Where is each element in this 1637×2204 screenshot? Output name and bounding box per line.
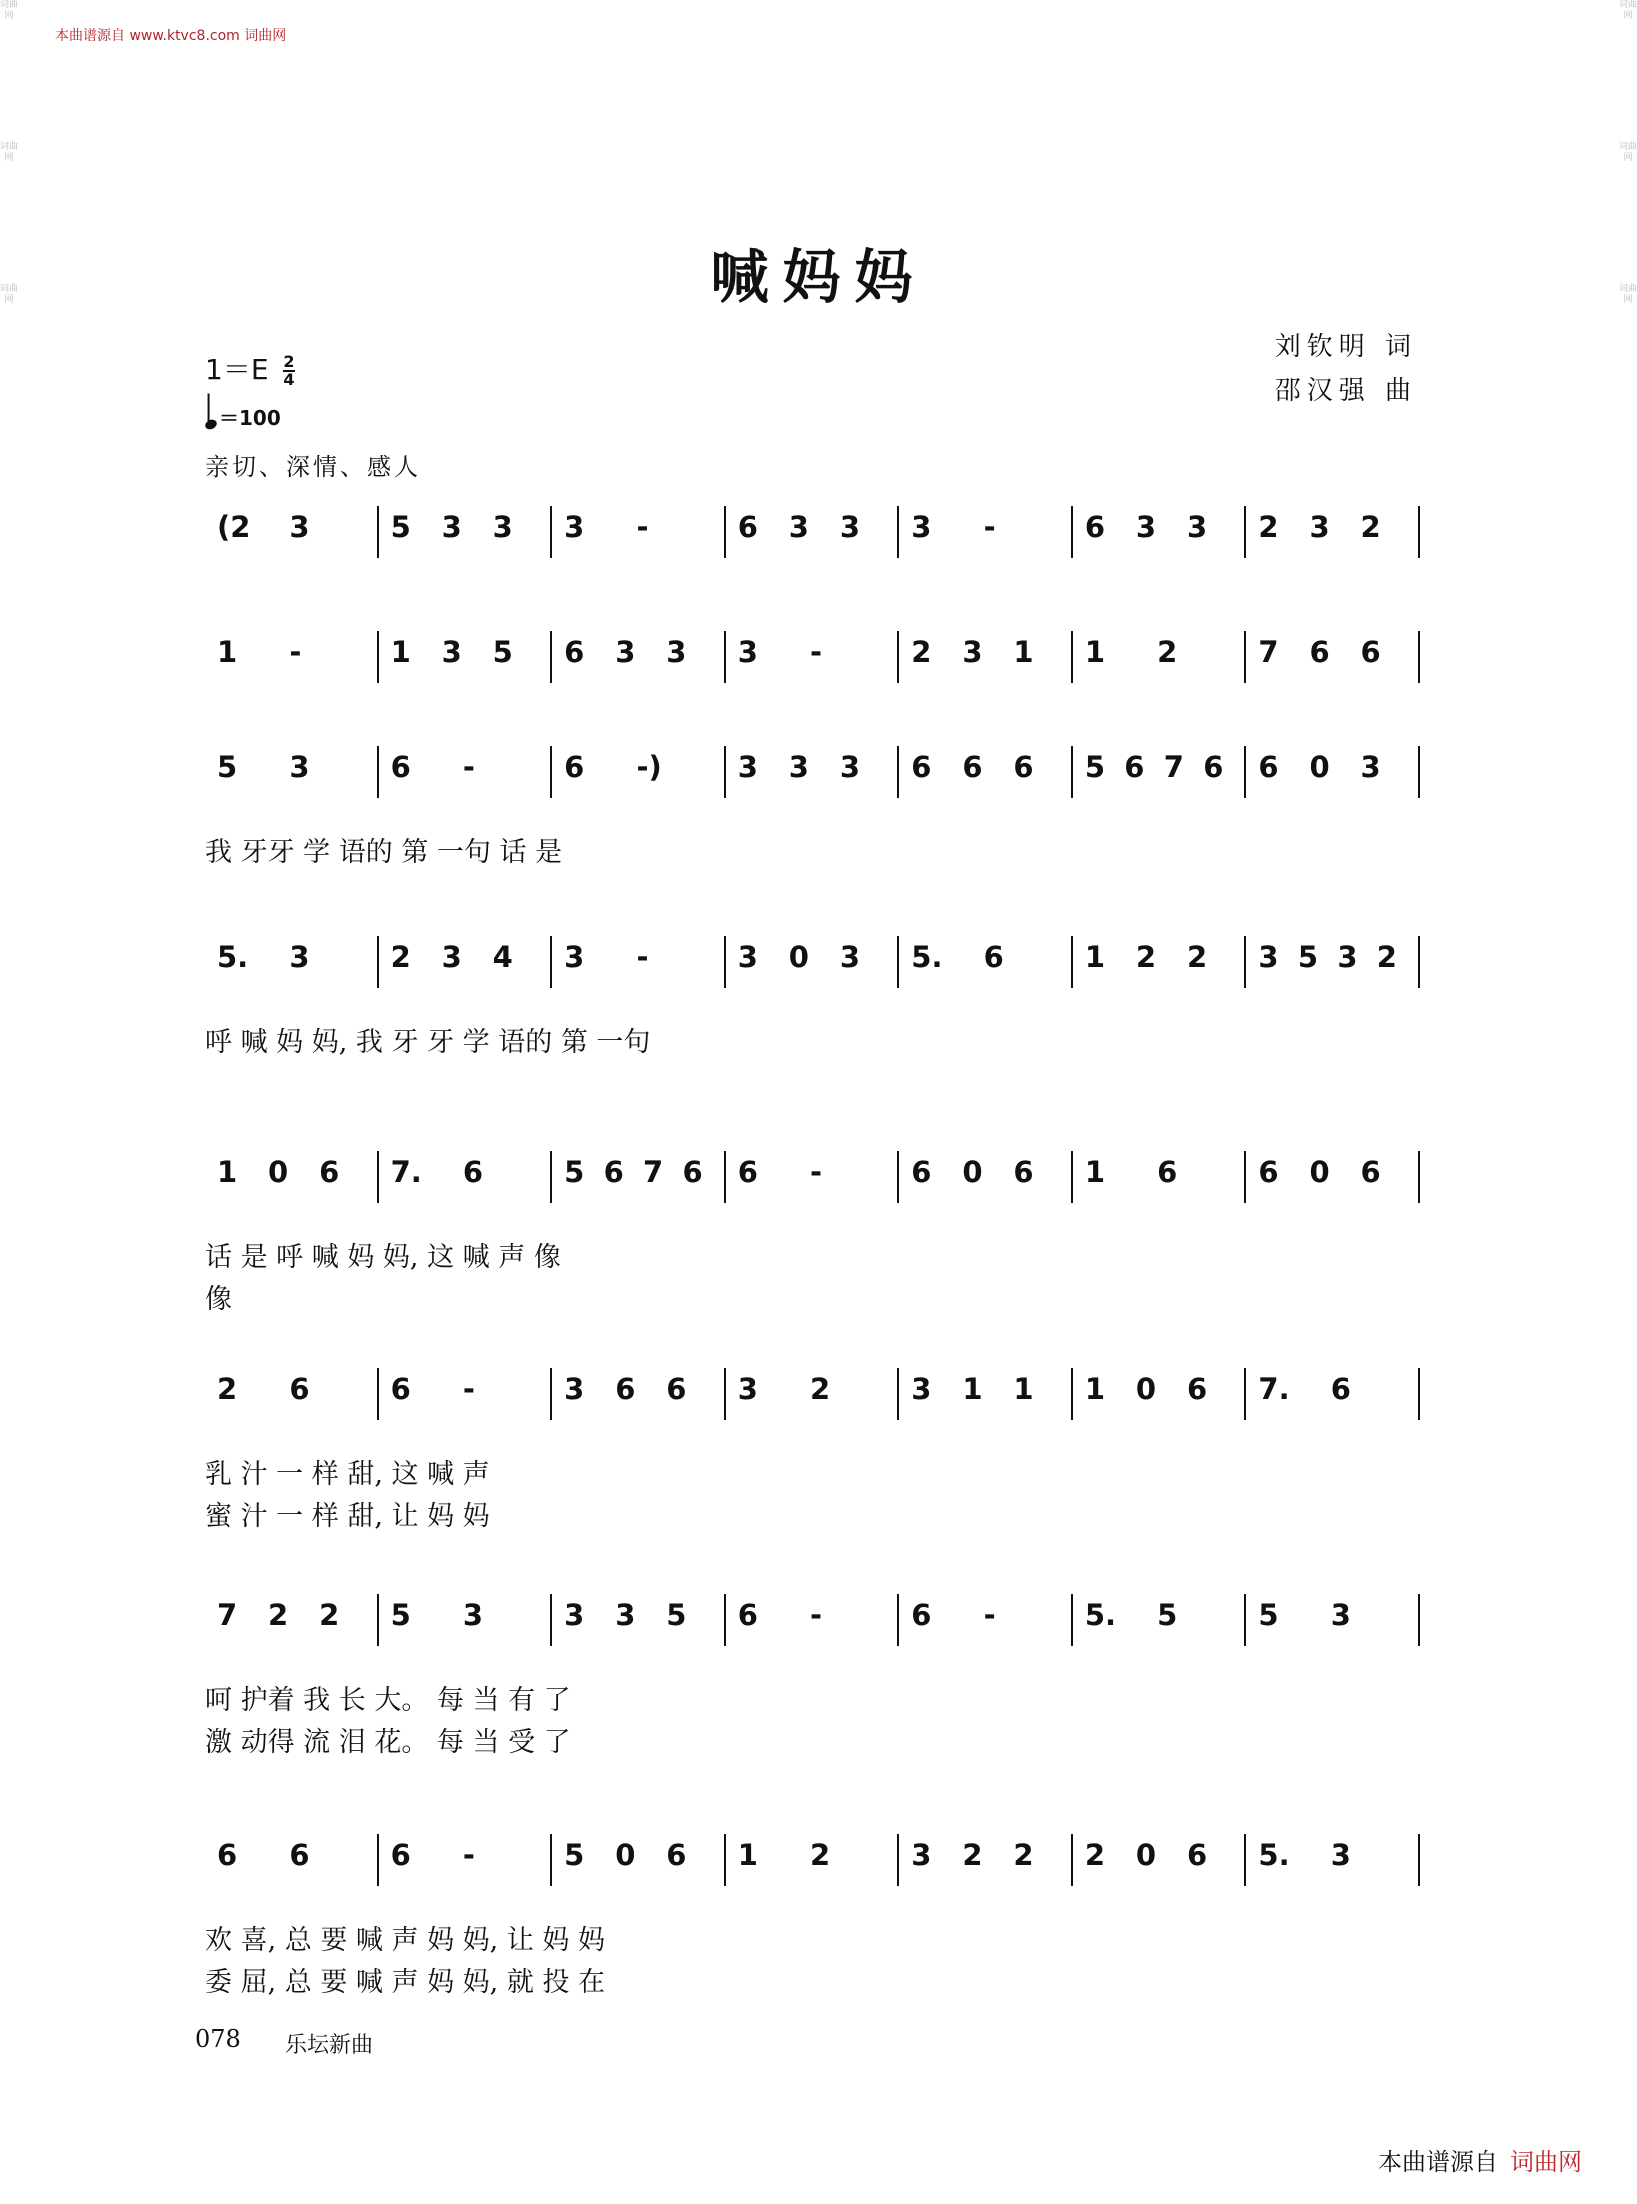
note: 2	[962, 1838, 983, 1872]
note: 3	[1330, 1598, 1351, 1632]
note: 0	[1135, 1372, 1157, 1406]
note: 6	[911, 750, 932, 784]
note: 7	[643, 1155, 664, 1189]
barline	[377, 936, 379, 988]
note: 6	[1309, 635, 1330, 669]
note: 3	[911, 510, 932, 544]
note: 1	[1084, 1155, 1106, 1189]
barline	[377, 1151, 379, 1203]
key-signature: 1＝E $\frac{2}{4}$	[205, 352, 295, 389]
barline	[1418, 1151, 1420, 1203]
note: 6	[911, 1155, 932, 1189]
song-title: 喊妈妈	[710, 243, 927, 311]
barline	[724, 936, 726, 988]
note: 2	[217, 1372, 238, 1406]
note: 4	[492, 940, 513, 974]
note: 3	[962, 635, 983, 669]
note: 6	[1186, 1372, 1208, 1406]
lyrics-line: 激 动得 流 泪 花。 每 当 受 了	[205, 1727, 571, 1758]
note: 1	[1084, 1372, 1106, 1406]
barline	[1418, 1834, 1420, 1886]
barline	[1244, 506, 1246, 558]
note: 7.	[390, 1155, 422, 1189]
note: 3	[1258, 940, 1279, 974]
barline	[897, 1834, 899, 1886]
barline	[1071, 746, 1073, 798]
note: 6	[564, 750, 585, 784]
note: 1	[737, 1838, 758, 1872]
note: 6	[737, 1598, 758, 1632]
barline	[1418, 506, 1420, 558]
note: 5	[390, 510, 411, 544]
expression-marking: 亲切、深情、感人	[205, 453, 421, 481]
note: 3	[289, 750, 310, 784]
right-margin-watermark: 词曲网 词曲网 词曲网	[1619, 0, 1637, 305]
note: 3	[737, 940, 758, 974]
note: 1	[390, 635, 411, 669]
barline	[897, 1594, 899, 1646]
note: 2	[1013, 1838, 1034, 1872]
note: 1	[962, 1372, 983, 1406]
note: 6	[217, 1838, 238, 1872]
barline	[897, 631, 899, 683]
note: 2	[911, 635, 932, 669]
note: 6	[1360, 635, 1381, 669]
barline	[897, 1368, 899, 1420]
note: 6	[1013, 750, 1034, 784]
barline	[1418, 746, 1420, 798]
notation-line	[205, 750, 1420, 794]
barline	[897, 936, 899, 988]
note: 2	[1186, 940, 1208, 974]
note: (2	[217, 510, 251, 544]
note: 2	[1135, 940, 1157, 974]
page-number: 078	[195, 2025, 241, 2053]
barline	[550, 631, 552, 683]
note: -	[810, 1598, 823, 1632]
barline	[1071, 1834, 1073, 1886]
note: 2	[319, 1598, 340, 1632]
note: -	[462, 750, 475, 784]
note: 6	[390, 1372, 411, 1406]
note: 1	[1013, 1372, 1034, 1406]
note: 7.	[1258, 1372, 1290, 1406]
note: 2	[1360, 510, 1381, 544]
note: 7	[1258, 635, 1279, 669]
barline	[1244, 1594, 1246, 1646]
note: 3	[737, 635, 758, 669]
barline	[1244, 936, 1246, 988]
note: 2	[1376, 940, 1397, 974]
note: 3	[1135, 510, 1157, 544]
time-signature: $\frac{2}{4}$	[283, 352, 295, 389]
barline	[1244, 746, 1246, 798]
note: -	[810, 1155, 823, 1189]
barline	[550, 1834, 552, 1886]
note: 7	[217, 1598, 238, 1632]
note: 6	[289, 1372, 310, 1406]
note: 5.	[217, 940, 249, 974]
barline	[1418, 1594, 1420, 1646]
note: 3	[737, 750, 758, 784]
note: 5.	[1084, 1598, 1117, 1632]
barline	[550, 746, 552, 798]
note: 2	[1258, 510, 1279, 544]
note: 6	[1124, 750, 1145, 784]
composer-credit: 邵汉强 曲	[1274, 376, 1417, 406]
barline	[1244, 1151, 1246, 1203]
barline	[1244, 1368, 1246, 1420]
barline	[724, 631, 726, 683]
note: 6	[1258, 1155, 1279, 1189]
note: 3	[564, 1598, 585, 1632]
note: 3	[615, 1598, 636, 1632]
note: 1	[1084, 635, 1106, 669]
note: 3	[911, 1838, 932, 1872]
barline	[1244, 631, 1246, 683]
barline	[724, 746, 726, 798]
note: 6	[603, 1155, 624, 1189]
note: 6	[737, 1155, 758, 1189]
barline	[377, 1594, 379, 1646]
barline	[897, 506, 899, 558]
note: 0	[268, 1155, 289, 1189]
note: 6	[666, 1838, 687, 1872]
note: -	[462, 1372, 475, 1406]
note: 3	[1330, 1838, 1351, 1872]
note: -	[810, 635, 823, 669]
note: 3	[564, 510, 585, 544]
lyrics-line: 委 屈, 总 要 喊 声 妈 妈, 就 投 在	[205, 1967, 605, 1998]
barline	[1071, 1594, 1073, 1646]
note: 2	[268, 1598, 289, 1632]
note: -	[983, 1598, 996, 1632]
note: 2	[1157, 635, 1178, 669]
lyrics-line: 蜜 汁 一 样 甜, 让 妈 妈	[205, 1501, 490, 1532]
barline	[1071, 631, 1073, 683]
source-footer: 本曲谱源自 词曲网	[1378, 2148, 1582, 2176]
note: 3	[839, 510, 860, 544]
note: 6	[1084, 510, 1106, 544]
barline	[377, 1368, 379, 1420]
note: -	[462, 1838, 475, 1872]
barline	[550, 1594, 552, 1646]
note: 2	[390, 940, 411, 974]
note: 6	[1157, 1155, 1178, 1189]
note: 5	[1297, 940, 1319, 974]
note: 5	[1084, 750, 1106, 784]
note: 3	[1186, 510, 1208, 544]
note: 7	[1163, 750, 1184, 784]
note: 3	[666, 635, 687, 669]
note: 6	[1013, 1155, 1034, 1189]
note: 3	[462, 1598, 484, 1632]
note: 3	[839, 940, 860, 974]
note: 2	[1084, 1838, 1106, 1872]
note: 1	[217, 1155, 238, 1189]
note: 3	[1360, 750, 1381, 784]
lyrics-line: 像	[205, 1284, 232, 1315]
note: -	[636, 510, 649, 544]
barline	[377, 1834, 379, 1886]
notation-line	[205, 940, 1420, 984]
barline	[1244, 1834, 1246, 1886]
barline	[550, 506, 552, 558]
note: 3	[788, 750, 809, 784]
note: 5	[390, 1598, 411, 1632]
note: 3	[788, 510, 809, 544]
note: 6	[564, 635, 585, 669]
note: -)	[636, 750, 662, 784]
note: 2	[810, 1372, 831, 1406]
barline	[1071, 506, 1073, 558]
barline	[897, 1151, 899, 1203]
note: 1	[1013, 635, 1034, 669]
barline	[1071, 1368, 1073, 1420]
note: 1	[217, 635, 238, 669]
lyrics-line: 话 是 呼 喊 妈 妈, 这 喊 声 像	[205, 1242, 561, 1273]
note: -	[636, 940, 649, 974]
note: 0	[788, 940, 809, 974]
barline	[377, 631, 379, 683]
note: 3	[615, 635, 636, 669]
tempo-marking: ＝100	[205, 402, 281, 431]
note: 3	[492, 510, 513, 544]
note: 3	[911, 1372, 932, 1406]
note: 3	[441, 635, 462, 669]
note: 6	[962, 750, 983, 784]
note: 3	[289, 510, 310, 544]
note: 3	[737, 1372, 758, 1406]
barline	[724, 1834, 726, 1886]
note: 6	[1203, 750, 1224, 784]
quarter-note-icon	[204, 418, 219, 431]
note: 3	[441, 940, 462, 974]
note: 0	[615, 1838, 636, 1872]
note: 5.	[911, 940, 943, 974]
barline	[1418, 631, 1420, 683]
note: 6	[1186, 1838, 1208, 1872]
note: -	[289, 635, 302, 669]
barline	[1071, 1151, 1073, 1203]
note: 0	[1309, 1155, 1330, 1189]
barline	[724, 506, 726, 558]
note: 6	[682, 1155, 703, 1189]
barline	[1418, 936, 1420, 988]
barline	[377, 506, 379, 558]
note: 6	[289, 1838, 310, 1872]
lyrics-line: 欢 喜, 总 要 喊 声 妈 妈, 让 妈 妈	[205, 1925, 605, 1956]
note: 5	[564, 1838, 585, 1872]
lyrics-line: 乳 汁 一 样 甜, 这 喊 声	[205, 1459, 490, 1490]
note: 0	[1135, 1838, 1157, 1872]
note: 6	[390, 1838, 411, 1872]
note: 6	[1330, 1372, 1351, 1406]
note: 3	[289, 940, 310, 974]
note: 0	[1309, 750, 1330, 784]
barline	[550, 1151, 552, 1203]
lyricist-credit: 刘钦明 词	[1274, 332, 1417, 362]
note: 6	[390, 750, 411, 784]
note: 6	[737, 510, 758, 544]
note: 2	[810, 1838, 831, 1872]
barline	[550, 936, 552, 988]
note: 6	[1258, 750, 1279, 784]
note: 6	[983, 940, 1004, 974]
barline	[1071, 936, 1073, 988]
barline	[377, 746, 379, 798]
note: 5.	[1258, 1838, 1290, 1872]
barline	[897, 746, 899, 798]
note: 3	[839, 750, 860, 784]
source-header: 本曲谱源自 www.ktvc8.com 词曲网	[55, 28, 287, 44]
barline	[1418, 1368, 1420, 1420]
magazine-name: 乐坛新曲	[285, 2033, 374, 2058]
notation-line	[205, 510, 1420, 554]
note: 6	[319, 1155, 340, 1189]
note: 5	[217, 750, 238, 784]
barline	[724, 1368, 726, 1420]
left-margin-watermark: 词曲网 词曲网 词曲网	[0, 0, 19, 305]
lyrics-line: 呵 护着 我 长 大。 每 当 有 了	[205, 1685, 571, 1716]
note: 5	[1258, 1598, 1279, 1632]
note: 5	[1157, 1598, 1178, 1632]
note: -	[983, 510, 996, 544]
barline	[724, 1151, 726, 1203]
note: 6	[462, 1155, 484, 1189]
barline	[724, 1594, 726, 1646]
note: 6	[615, 1372, 636, 1406]
lyrics-line: 我 牙牙 学 语的 第 一句 话 是	[205, 837, 563, 868]
note: 3	[564, 940, 585, 974]
lyrics-line: 呼 喊 妈 妈, 我 牙 牙 学 语的 第 一句	[205, 1027, 651, 1058]
note: 6	[1360, 1155, 1381, 1189]
note: 5	[492, 635, 513, 669]
note: 0	[962, 1155, 983, 1189]
note: 3	[441, 510, 462, 544]
note: 5	[666, 1598, 687, 1632]
note: 1	[1084, 940, 1106, 974]
barline	[550, 1368, 552, 1420]
note: 3	[564, 1372, 585, 1406]
note: 3	[1309, 510, 1330, 544]
note: 6	[666, 1372, 687, 1406]
note: 5	[564, 1155, 585, 1189]
note: 3	[1337, 940, 1358, 974]
note: 6	[911, 1598, 932, 1632]
